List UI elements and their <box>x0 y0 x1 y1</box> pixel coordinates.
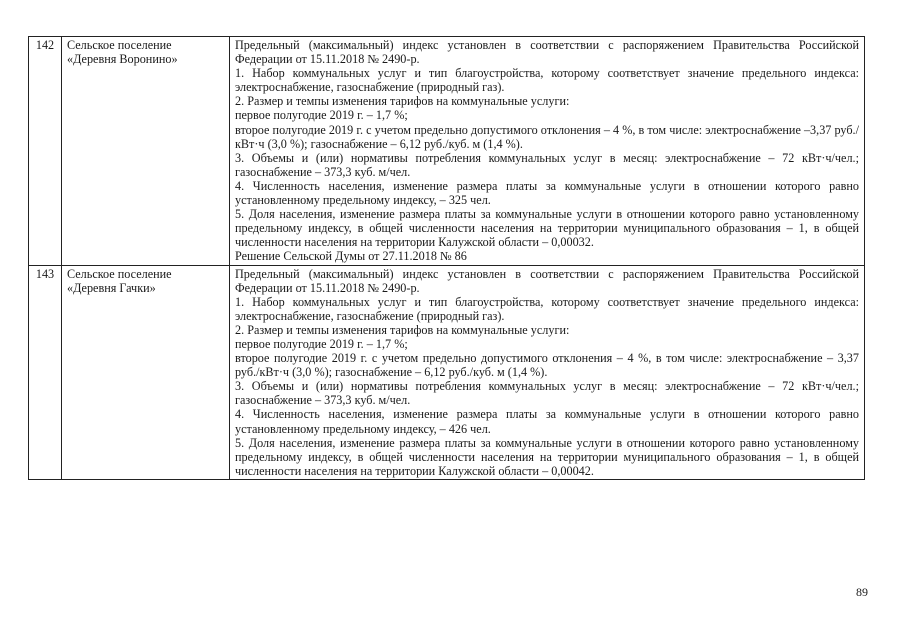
paragraph: первое полугодие 2019 г. – 1,7 %; <box>235 336 408 351</box>
paragraph: 4. Численность населения, изменение размера платы за коммунальные услуги в отношении которого равно установленному предельному индексу, – 325 чел. <box>235 178 859 208</box>
table-row <box>29 265 865 479</box>
index-description-cell <box>230 265 865 479</box>
index-description-cell <box>230 37 865 266</box>
paragraph: 3. Объемы и (или) нормативы потребления коммунальных услуг в месяц: электроснабжение – 72 кВт·ч/чел.; газоснабжение – 373,3 куб. м/чел. <box>235 379 859 408</box>
settlement-name-cell <box>62 265 230 479</box>
table-body <box>29 37 865 480</box>
settlement-type: Сельское поселение <box>67 38 172 52</box>
paragraph: Предельный (максимальный) индекс установлен в соответствии с распоряжением Правительства Российской Федерации от 15.11.2018 № 2490-р. <box>235 266 859 295</box>
paragraph: 1. Набор коммунальных услуг и тип благоустройства, которому соответствует значение предельного индекса: электроснабжение, газоснабжение (природный газ). <box>235 294 859 323</box>
paragraph: второе полугодие 2019 г. с учетом предельно допустимого отклонения – 4 %, в том числе: электроснабжение –3,37 руб./кВт·ч (3,0 %); газоснабжение – 6,12 руб./куб. м (1,4 %). <box>235 122 859 151</box>
table-row <box>29 37 865 266</box>
paragraph: 2. Размер и темпы изменения тарифов на коммунальные услуги: <box>235 322 570 337</box>
paragraph: Решение Сельской Думы от 27.11.2018 № 86 <box>235 249 467 264</box>
paragraph: 5. Доля населения, изменение размера платы за коммунальные услуги в отношении которого равно установленному предельному индексу, в общей численности населения на территории муниципального образования – 1, в общей численности населения на территории Калужской области – 0,00042. <box>235 435 859 478</box>
settlement-type: Сельское поселение <box>67 266 172 281</box>
paragraph: 1. Набор коммунальных услуг и тип благоустройства, которому соответствует значение предельного индекса: электроснабжение, газоснабжение (природный газ). <box>235 66 859 95</box>
paragraph: первое полугодие 2019 г. – 1,7 %; <box>235 108 408 123</box>
settlement-name-cell <box>62 37 230 266</box>
row-number: 142 <box>29 37 62 266</box>
paragraph: 3. Объемы и (или) нормативы потребления коммунальных услуг в месяц: электроснабжение – 72 кВт·ч/чел.; газоснабжение – 373,3 куб. м/чел. <box>235 150 859 179</box>
paragraph: второе полугодие 2019 г. с учетом предельно допустимого отклонения – 4 %, в том числе: электроснабжение – 3,37 руб./кВт·ч (3,0 %); газоснабжение – 6,12 руб./куб. м (1,4 %). <box>235 351 859 380</box>
paragraph: 4. Численность населения, изменение размера платы за коммунальные услуги в отношении которого равно установленному предельному индексу, – 426 чел. <box>235 407 859 436</box>
settlement-name: «Деревня Воронино» <box>67 52 178 67</box>
page-number: 89 <box>856 585 868 599</box>
paragraph: Предельный (максимальный) индекс установлен в соответствии с распоряжением Правительства Российской Федерации от 15.11.2018 № 2490-р. <box>235 38 859 67</box>
paragraph: 2. Размер и темпы изменения тарифов на коммунальные услуги: <box>235 94 570 109</box>
paragraph: 5. Доля населения, изменение размера платы за коммунальные услуги в отношении которого равно установленному предельному индексу, в общей численности населения на территории муниципального образования – 1, в общей численности населения на территории Калужской области – 0,00032. <box>235 207 859 250</box>
row-number: 143 <box>29 265 62 479</box>
settlement-name: «Деревня Гачки» <box>67 280 156 295</box>
tariff-index-table <box>28 36 865 480</box>
